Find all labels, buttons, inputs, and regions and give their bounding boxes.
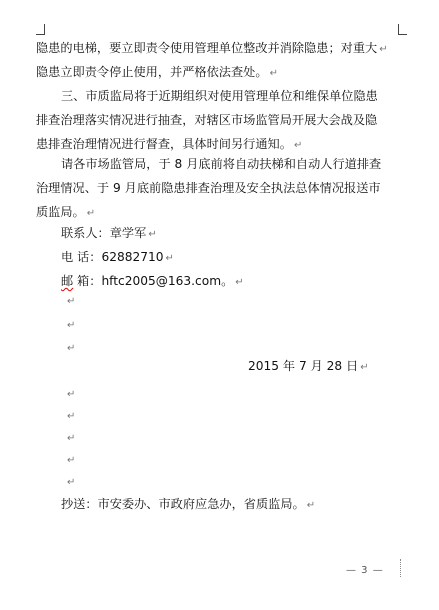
body-line-3: 三、市质监局将于近期组织对使用管理单位和维保单位隐患: [61, 89, 378, 103]
cc-line: 抄送：市安委办、市政府应急办，省质监局。 ↵: [61, 497, 316, 511]
body-line-1: 隐患的电梯，要立即责令使用管理单位整改并消除隐患；对重大 ↵: [36, 41, 388, 55]
paragraph-mark-icon: ↵: [86, 208, 96, 219]
empty-paragraph-mark-icon: ↵: [67, 296, 76, 307]
margin-corner-top-right: [398, 24, 407, 35]
contact-person: 联系人：章学军 ↵: [61, 226, 157, 240]
paragraph-mark-icon: ↵: [360, 362, 369, 373]
body-line-5: 患排查治理情况进行督查，具体时间另行通知。 ↵: [36, 137, 303, 151]
body-line-8: 质监局。 ↵: [36, 205, 96, 219]
paragraph-mark-icon: ↵: [148, 229, 157, 240]
empty-paragraph-mark-icon: ↵: [67, 477, 76, 488]
empty-paragraph-mark-icon: ↵: [67, 389, 76, 400]
body-line-7: 治理情况、于 9 月底前隐患排查治理及安全执法总体情况报送市: [36, 181, 381, 195]
empty-paragraph-mark-icon: ↵: [67, 320, 76, 331]
body-line-6: 请各市场监管局，于 8 月底前将自动扶梯和自动人行道排查: [61, 157, 382, 171]
empty-paragraph-mark-icon: ↵: [67, 455, 76, 466]
document-date: 2015 年 7 月 28 日 ↵: [248, 359, 369, 373]
paragraph-mark-icon: ↵: [235, 277, 244, 288]
contact-phone: 电 话：62882710 ↵: [61, 250, 174, 264]
paragraph-mark-icon: ↵: [306, 500, 316, 511]
margin-corner-top-left: [36, 24, 45, 35]
body-line-4: 排查治理落实情况进行抽查，对辖区市场监管局开展大会战及隐: [36, 113, 378, 127]
empty-paragraph-mark-icon: ↵: [67, 343, 76, 354]
empty-paragraph-mark-icon: ↵: [67, 433, 76, 444]
paragraph-mark-icon: ↵: [165, 253, 174, 264]
paragraph-mark-icon: ↵: [293, 140, 303, 151]
body-line-2: 隐患立即责令停止使用，并严格依法查处。 ↵: [36, 65, 278, 79]
footer-margin-mark: [400, 559, 402, 577]
page-number: — 3 —: [346, 565, 384, 576]
paragraph-mark-icon: ↵: [269, 68, 278, 79]
empty-paragraph-mark-icon: ↵: [67, 411, 76, 422]
paragraph-mark-icon: ↵: [379, 44, 388, 55]
contact-email: 邮 箱：hftc2005@163.com。 ↵: [61, 274, 244, 288]
